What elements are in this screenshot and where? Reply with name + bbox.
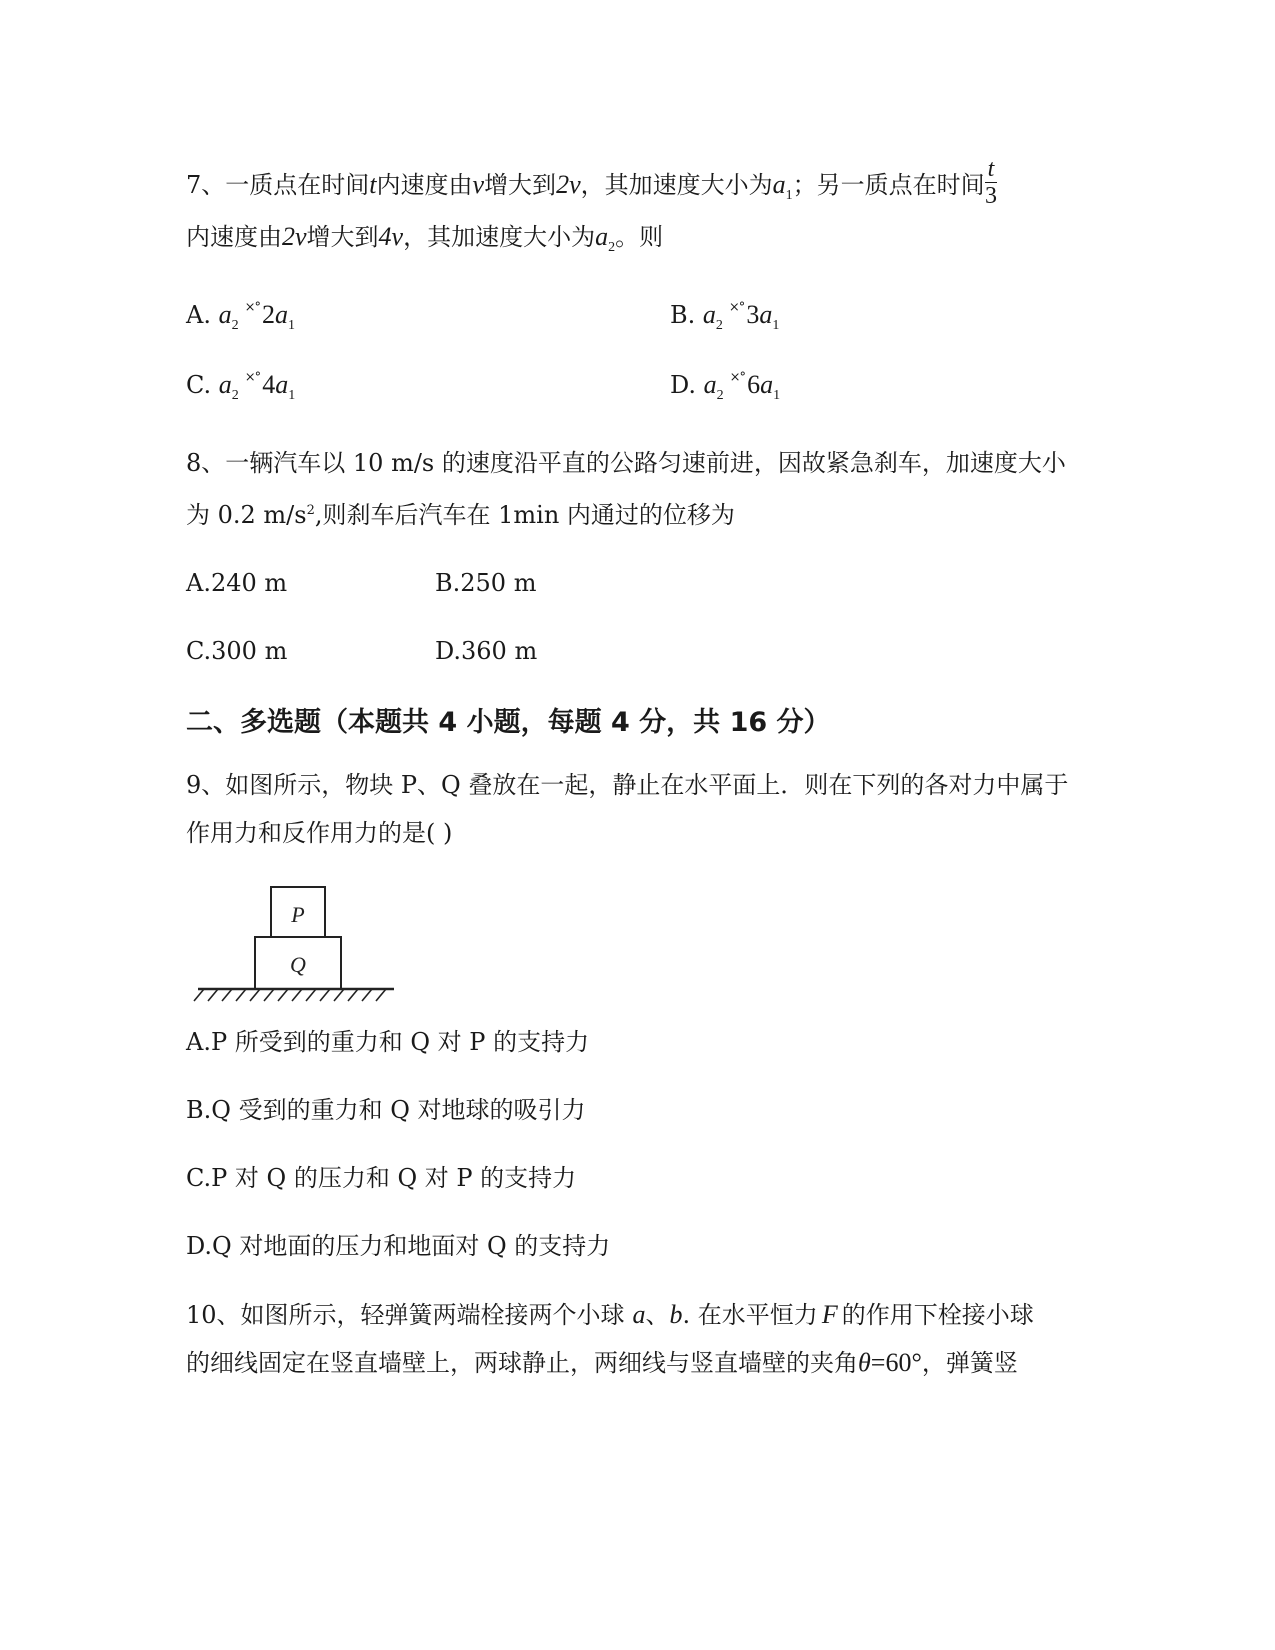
q10-text: 的作用下栓接小球 <box>841 1301 1034 1329</box>
q10-line-1 <box>186 1300 1034 1330</box>
q7-text: ，其加速度大小为 <box>580 171 773 199</box>
q7-line-1 <box>186 156 997 213</box>
option-label: B. <box>670 301 696 329</box>
math-a: a <box>275 370 289 399</box>
subscript: 1 <box>785 188 793 203</box>
coefficient: 3 <box>746 300 760 329</box>
math-a: a <box>760 370 774 399</box>
garbled-symbol: ×° <box>244 370 261 385</box>
coefficient: 4 <box>262 370 276 399</box>
q7-option-b <box>670 300 779 335</box>
q7-text: 增大到 <box>306 223 379 251</box>
math-a: a <box>759 300 773 329</box>
math-t: t <box>369 170 377 199</box>
subscript: 1 <box>288 318 296 333</box>
q7-option-a <box>186 300 295 335</box>
subscript: 2 <box>716 388 724 403</box>
math-a: a <box>218 300 232 329</box>
q10-line-2 <box>186 1348 1018 1378</box>
section-heading: 二、多选题（本题共 4 小题，每题 4 分，共 16 分） <box>186 707 831 738</box>
fraction-t-over-3 <box>985 156 998 209</box>
q7-text: ；另一质点在时间 <box>792 171 985 199</box>
q8-option-c: C.300 m <box>186 637 288 665</box>
q8-option-b: B.250 m <box>435 569 537 597</box>
q9-option-a: A.P 所受到的重力和 Q 对 P 的支持力 <box>186 1028 590 1056</box>
math-a: a <box>702 300 716 329</box>
math-a: a <box>632 1300 646 1329</box>
block-p-label: P <box>291 902 305 927</box>
math-2v: 2v <box>282 222 307 251</box>
math-v: v <box>472 170 485 199</box>
q7-text: 内速度由 <box>376 171 473 199</box>
q7-option-d <box>670 370 780 405</box>
q10-text: 的细线固定在竖直墙壁上，两球静止，两细线与竖直墙壁的夹角 <box>186 1349 858 1377</box>
q8-option-a: A.240 m <box>186 569 288 597</box>
subscript: 2 <box>715 318 723 333</box>
option-label: A. <box>186 301 211 329</box>
option-label: D. <box>670 371 697 399</box>
garbled-symbol: ×° <box>244 300 261 315</box>
ground-hatching <box>194 989 386 1001</box>
q7-text: 7、一质点在时间 <box>186 171 370 199</box>
q7-text: ，其加速度大小为 <box>403 223 596 251</box>
q7-text: 内速度由 <box>186 223 282 251</box>
q7-text: 增大到 <box>484 171 557 199</box>
math-F: F <box>821 1300 838 1329</box>
subscript: 2 <box>231 318 239 333</box>
coefficient: 2 <box>262 300 276 329</box>
math-4v: 4v <box>378 222 404 251</box>
block-q-label: Q <box>290 952 306 977</box>
fraction-denominator: 3 <box>984 183 997 209</box>
q9-option-b: B.Q 受到的重力和 Q 对地球的吸引力 <box>186 1096 586 1124</box>
subscript: 2 <box>608 240 616 255</box>
math-a: a <box>218 370 232 399</box>
subscript: 1 <box>772 318 780 333</box>
q7-text: 。则 <box>615 223 664 251</box>
q10-text: 10、如图所示，轻弹簧两端栓接两个小球 <box>186 1301 625 1329</box>
q10-text: . 在水平恒力 <box>682 1301 818 1329</box>
q9-line-1: 9、如图所示，物块 P、Q 叠放在一起，静止在水平面上．则在下列的各对力中属于 <box>186 771 1069 799</box>
q8-text: 为 0.2 m/s <box>186 501 307 529</box>
q8-line-2 <box>186 496 735 530</box>
q10-text: ，弹簧竖 <box>921 1349 1018 1377</box>
q8-text: ,则刹车后汽车在 1min 内通过的位移为 <box>314 501 735 529</box>
q7-line-2 <box>186 222 663 257</box>
math-a: a <box>595 222 609 251</box>
q8-option-d: D.360 m <box>435 637 538 665</box>
q7-option-c <box>186 370 295 405</box>
option-label: C. <box>186 371 212 399</box>
q10-text: 、 <box>645 1301 670 1329</box>
blocks-figure <box>192 875 402 1005</box>
math-2v: 2v <box>556 170 581 199</box>
math-b: b <box>669 1300 683 1329</box>
angle-value: =60° <box>870 1348 922 1377</box>
q9-option-d: D.Q 对地面的压力和地面对 Q 的支持力 <box>186 1232 611 1260</box>
subscript: 2 <box>231 388 239 403</box>
math-a: a <box>275 300 289 329</box>
subscript: 1 <box>773 388 781 403</box>
superscript: 2 <box>306 503 315 518</box>
fraction-numerator: t <box>985 156 998 183</box>
math-a: a <box>772 170 786 199</box>
garbled-symbol: ×° <box>728 300 745 315</box>
coefficient: 6 <box>747 370 761 399</box>
math-theta: θ <box>858 1348 871 1377</box>
q8-line-1: 8、一辆汽车以 10 m/s 的速度沿平直的公路匀速前进，因故紧急刹车，加速度大小 <box>186 449 1066 477</box>
q9-line-2: 作用力和反作用力的是( ) <box>186 819 453 847</box>
garbled-symbol: ×° <box>729 370 746 385</box>
q9-option-c: C.P 对 Q 的压力和 Q 对 P 的支持力 <box>186 1164 577 1192</box>
math-a: a <box>703 370 717 399</box>
subscript: 1 <box>288 388 296 403</box>
